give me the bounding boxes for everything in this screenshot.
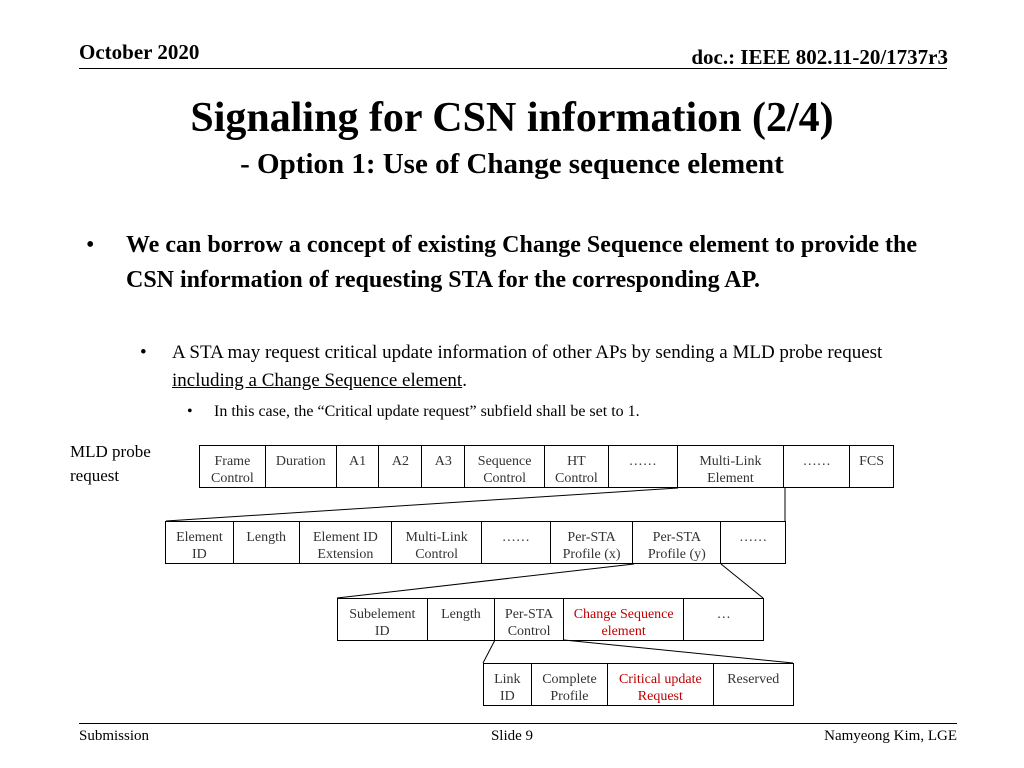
frame-row-per-sta-profile — [337, 598, 764, 641]
field-ellipsis: …… — [784, 446, 850, 487]
connector-row3-right — [564, 640, 793, 663]
footer-author: Namyeong Kim, LGE — [824, 728, 957, 744]
header-divider — [79, 68, 947, 69]
bullet-level3: In this case, the “Critical update request” subfield shall be set to 1. — [214, 403, 640, 420]
bullet-level2-underlined: including a Change Sequence element — [172, 370, 463, 391]
footer-divider — [79, 723, 957, 724]
field-ellipsis: …… — [739, 530, 768, 545]
field-ellipsis: …… — [609, 446, 678, 487]
connector-row2-right — [721, 564, 763, 598]
field-element-id: Element ID — [166, 522, 234, 563]
footer-slide-number: Slide 9 — [490, 728, 534, 744]
field-reserved: Reserved — [727, 672, 780, 687]
bullet-dot-level1: • — [86, 232, 95, 258]
slide-subtitle: - Option 1: Use of Change sequence element — [240, 148, 784, 180]
bullet-dot-level3: • — [187, 403, 193, 420]
bullet-level2-suffix: . — [462, 370, 467, 391]
frame-row-multi-link-element — [165, 521, 786, 564]
field-sequence-control: Sequence Control — [465, 446, 545, 487]
field-length: Length — [428, 599, 496, 640]
field-frame-control: Frame Control — [200, 446, 266, 487]
field-ht-control: HT Control — [545, 446, 609, 487]
bullet-level2 — [172, 339, 932, 395]
slide-title: Signaling for CSN information (2/4) — [190, 95, 834, 141]
field-a2: A2 — [379, 446, 422, 487]
field-critical-update-request: Critical update Request — [608, 664, 713, 705]
field-per-sta-profile-y: Per-STA Profile (y) — [633, 522, 721, 563]
footer-submission: Submission — [79, 728, 150, 744]
field-a1: A1 — [337, 446, 380, 487]
header-doc-id: doc.: IEEE 802.11-20/1737r3 — [691, 45, 948, 69]
field-a3: A3 — [422, 446, 465, 487]
field-complete-profile: Complete Profile — [532, 664, 609, 705]
field-ellipsis: …… — [482, 522, 551, 563]
diagram-label: MLD probe request — [70, 442, 151, 485]
frame-row-per-sta-control — [483, 663, 794, 706]
field-duration: Duration — [266, 446, 337, 487]
bullet-dot-level2: • — [140, 342, 147, 363]
field-multi-link-control: Multi-Link Control — [392, 522, 482, 563]
bullet-level1: We can borrow a concept of existing Change Sequence element to provide the CSN information of requesting STA for the corresponding AP. — [126, 232, 918, 293]
header-date: October 2020 — [79, 40, 200, 64]
field-length: Length — [234, 522, 300, 563]
field-per-sta-profile-x: Per-STA Profile (x) — [551, 522, 634, 563]
field-fcs: FCS — [859, 454, 884, 469]
frame-row-probe-request — [199, 445, 894, 488]
field-multi-link-element: Multi-Link Element — [678, 446, 785, 487]
field-per-sta-control: Per-STA Control — [495, 599, 564, 640]
connector-row3-left — [483, 640, 495, 663]
bullet-level2-text: A STA may request critical update information of other APs by sending a MLD probe request — [172, 342, 883, 363]
field-ellipsis: … — [716, 607, 731, 622]
connector-row1-left — [166, 488, 678, 521]
field-link-id: Link ID — [484, 664, 532, 705]
field-change-sequence-element: Change Sequence element — [564, 599, 684, 640]
field-element-id-extension: Element ID Extension — [300, 522, 393, 563]
connector-row2-left — [337, 564, 634, 598]
field-subelement-id: Subelement ID — [338, 599, 428, 640]
